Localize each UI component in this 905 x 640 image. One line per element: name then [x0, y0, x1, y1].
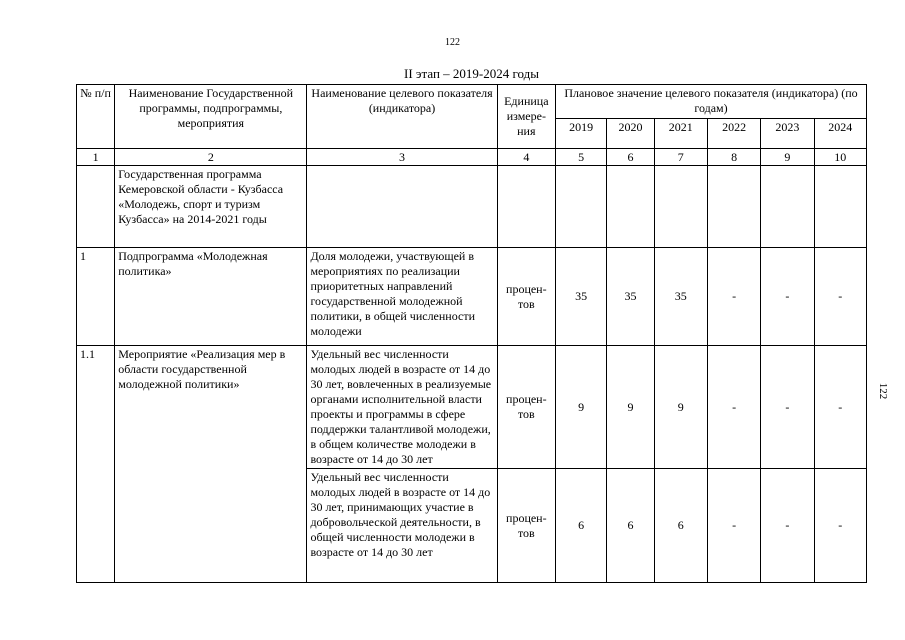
header-program-name: Наименование Государственной программы, подпрограммы, мероприятия	[115, 85, 307, 149]
column-number: 6	[607, 149, 654, 166]
row-value: 9	[607, 346, 654, 469]
row-value: -	[707, 469, 760, 583]
indicators-table	[76, 84, 867, 583]
table-row	[77, 248, 867, 346]
column-number: 10	[814, 149, 866, 166]
row-value: -	[814, 346, 866, 469]
header-indicator-name: Наименование целевого показателя (индикатора)	[307, 85, 497, 149]
table-row	[77, 166, 867, 248]
column-numbers-row	[77, 149, 867, 166]
row-value: 6	[654, 469, 707, 583]
row-value: -	[761, 469, 814, 583]
row-unit	[497, 166, 555, 248]
column-number: 2	[115, 149, 307, 166]
row-value: 9	[654, 346, 707, 469]
row-value	[607, 166, 654, 248]
table-row	[77, 346, 867, 469]
header-year: 2021	[654, 118, 707, 148]
row-value	[814, 166, 866, 248]
page-number: 122	[445, 37, 460, 48]
row-value	[556, 166, 607, 248]
row-num: 1	[77, 248, 115, 346]
header-year: 2019	[556, 118, 607, 148]
column-number: 8	[707, 149, 760, 166]
column-number: 4	[497, 149, 555, 166]
row-unit: процен-тов	[497, 248, 555, 346]
row-value: -	[707, 346, 760, 469]
row-program: Государственная программа Кемеровской области - Кузбасса «Молодежь, спорт и туризм Кузбасса» на 2014-2021 годы	[115, 166, 307, 248]
row-value: 9	[556, 346, 607, 469]
row-value: 35	[607, 248, 654, 346]
header-num: № п/п	[77, 85, 115, 149]
header-year: 2020	[607, 118, 654, 148]
column-number: 3	[307, 149, 497, 166]
row-value	[654, 166, 707, 248]
row-unit: процен-тов	[497, 469, 555, 583]
row-value: -	[814, 469, 866, 583]
row-program: Подпрограмма «Молодежная политика»	[115, 248, 307, 346]
column-number: 7	[654, 149, 707, 166]
row-value: -	[814, 248, 866, 346]
section-title: II этап – 2019-2024 годы	[404, 66, 539, 81]
row-indicator: Доля молодежи, участвующей в мероприятиях по реализации приоритетных направлений государственной молодежной политики, в общей численности молодежи	[307, 248, 497, 346]
row-value: 6	[607, 469, 654, 583]
header-year: 2023	[761, 118, 814, 148]
row-value: 35	[556, 248, 607, 346]
row-program: Мероприятие «Реализация мер в области государственной молодежной политики»	[115, 346, 307, 583]
row-value: -	[761, 346, 814, 469]
header-row	[77, 85, 867, 119]
row-num: 1.1	[77, 346, 115, 583]
header-unit: Единица измере-ния	[497, 85, 555, 149]
row-indicator	[307, 166, 497, 248]
header-plan-value: Плановое значение целевого показателя (индикатора) (по годам)	[556, 85, 867, 119]
row-indicator: Удельный вес численности молодых людей в возрасте от 14 до 30 лет, принимающих участие в добровольческой деятельности, в общей численности молодежи в возрасте от 14 до 30 лет	[307, 469, 497, 583]
row-value	[761, 166, 814, 248]
column-number: 1	[77, 149, 115, 166]
row-value: -	[761, 248, 814, 346]
row-value: -	[707, 248, 760, 346]
row-indicator: Удельный вес численности молодых людей в возрасте от 14 до 30 лет, вовлеченных в реализуемые органами исполнительной власти проекты и программы в сфере поддержки талантливой молодежи, в общем количестве молодежи в возрасте от 14 до 30 лет	[307, 346, 497, 469]
row-value: 35	[654, 248, 707, 346]
header-year: 2024	[814, 118, 866, 148]
row-value	[707, 166, 760, 248]
row-num	[77, 166, 115, 248]
column-number: 5	[556, 149, 607, 166]
header-year: 2022	[707, 118, 760, 148]
row-unit: процен-тов	[497, 346, 555, 469]
side-page-number: 122	[877, 382, 889, 400]
column-number: 9	[761, 149, 814, 166]
row-value: 6	[556, 469, 607, 583]
